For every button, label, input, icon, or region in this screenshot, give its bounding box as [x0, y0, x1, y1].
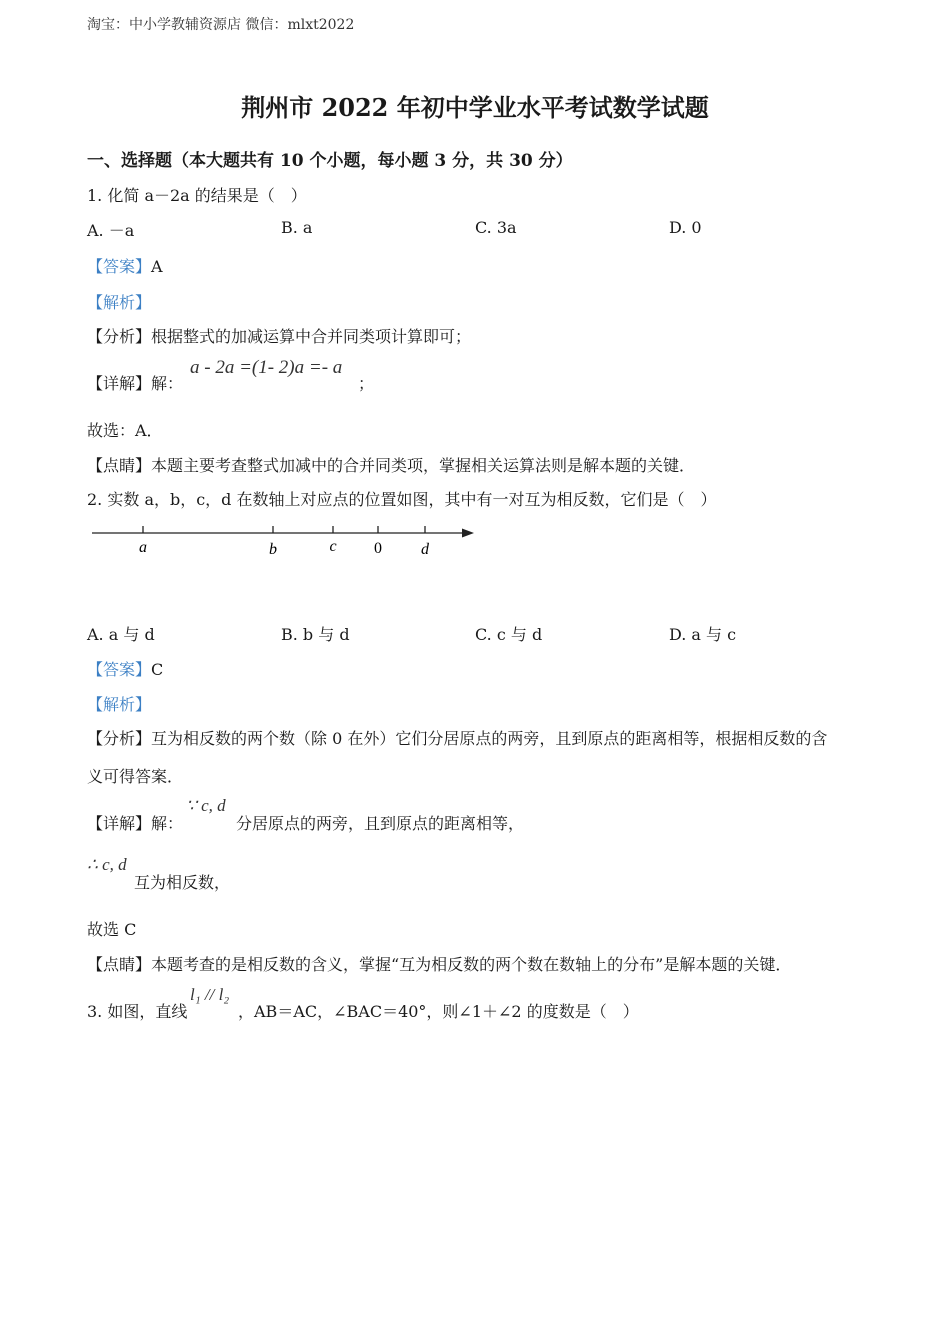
q2-detail-text2: 互为相反数， — [134, 873, 231, 892]
q2-option-b: B. b 与 d — [281, 625, 350, 644]
q1-stem: 1. 化简 a－2a 的结果是（ ） — [87, 186, 307, 205]
q1-answer — [87, 254, 163, 277]
q1-analysis-label: 【解析】 — [87, 293, 152, 312]
q1-comment: 【点睛】本题主要考查整式加减中的合并同类项，掌握相关运算法则是解本题的关键． — [87, 456, 696, 475]
q1-fenxi: 【分析】根据整式的加减运算中合并同类项计算即可； — [87, 327, 472, 346]
q2-option-c: C. c 与 d — [475, 625, 543, 644]
q1-answer-label: 【答案】 — [87, 257, 152, 276]
q3-suffix: ，AB＝AC，∠BAC＝40°，则∠1＋∠2 的度数是（ ） — [238, 1002, 639, 1021]
page-header: 淘宝：中小学教辅资源店 微信：mlxt2022 — [87, 17, 355, 33]
q2-answer-value: C — [151, 660, 164, 679]
q2-detail-prefix: 【详解】解： — [87, 814, 184, 833]
q1-answer-value: A — [151, 257, 163, 276]
q2-option-a: A. a 与 d — [87, 625, 155, 644]
label-zero: 0 — [374, 540, 382, 557]
q2-stem: 2. 实数 a，b，c，d 在数轴上对应点的位置如图，其中有一对互为相反数，它们是（ ） — [87, 490, 717, 509]
q3-prefix: 3. 如图，直线 — [87, 1002, 188, 1021]
label-d: d — [421, 541, 429, 558]
q2-comment: 【点睛】本题考查的是相反数的含义，掌握“互为相反数的两个数在数轴上的分布”是解本题的关键． — [87, 955, 792, 974]
q1-option-d: D. 0 — [669, 218, 702, 237]
label-a: a — [139, 539, 147, 556]
section-heading: 一、选择题（本大题共有 10 个小题，每小题 3 分，共 30 分） — [87, 151, 573, 171]
q1-detail-math: a - 2a =(1- 2)a =- a — [190, 357, 343, 378]
q2-answer-label: 【答案】 — [87, 660, 152, 679]
q1-option-a: A. －a — [87, 221, 135, 240]
q3-math: l₁ // l₂ — [190, 985, 230, 1004]
q2-fenxi-line1: 【分析】互为相反数的两个数（除 0 在外）它们分居原点的两旁，且到原点的距离相等，根据相反数的含 — [87, 729, 828, 748]
q1-detail-prefix: 【详解】解： — [87, 374, 184, 393]
q2-detail-math2: ∴ c, d — [87, 855, 127, 874]
q2-analysis-label: 【解析】 — [87, 695, 152, 714]
number-line-arrow — [462, 529, 474, 538]
q2-detail-math1: ∵ c, d — [186, 796, 226, 815]
q2-detail-text1: 分居原点的两旁，且到原点的距离相等， — [236, 814, 525, 833]
q2-answer — [87, 657, 163, 680]
q1-detail-suffix: ； — [358, 374, 375, 393]
label-b: b — [269, 541, 277, 558]
label-c: c — [329, 538, 337, 555]
q2-option-d: D. a 与 c — [669, 625, 737, 644]
number-line-figure — [88, 520, 478, 562]
page-title: 荆州市 2022 年初中学业水平考试数学试题 — [241, 93, 709, 122]
q2-fenxi-line2: 义可得答案． — [87, 767, 184, 786]
q1-choose: 故选：A． — [87, 421, 163, 440]
q1-option-c: C. 3a — [475, 218, 517, 237]
q1-option-b: B. a — [281, 218, 313, 237]
q2-choose: 故选 C — [87, 920, 137, 939]
